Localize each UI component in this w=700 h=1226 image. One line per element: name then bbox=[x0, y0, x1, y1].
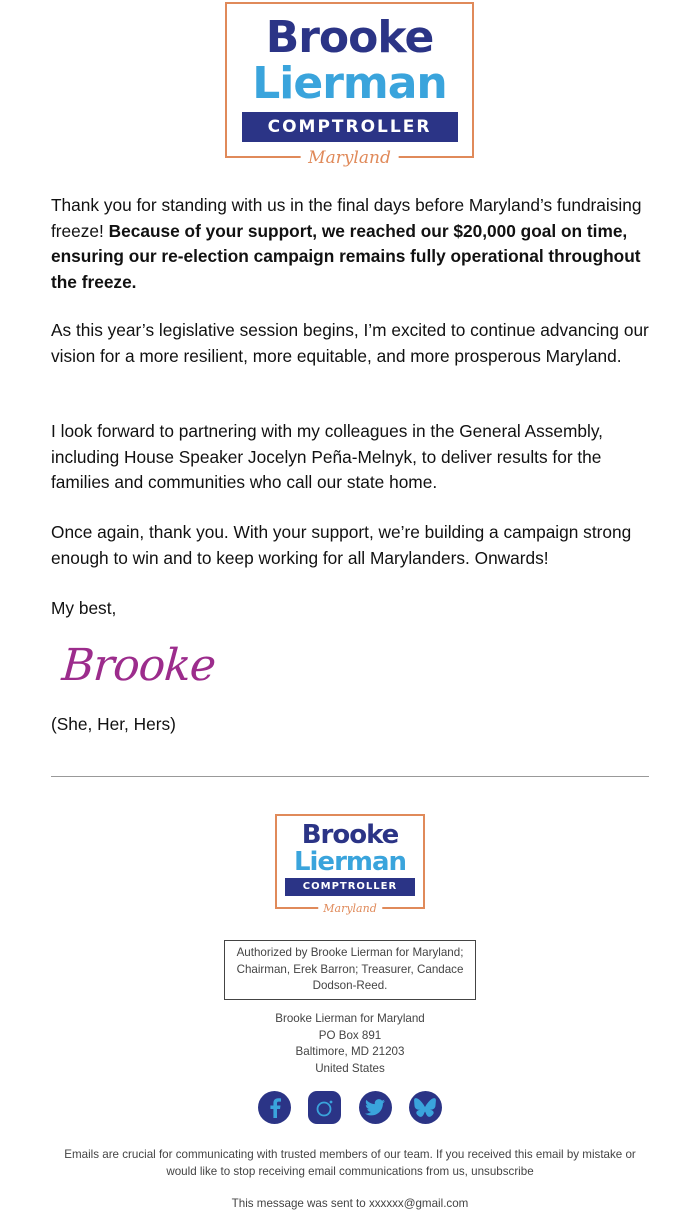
divider bbox=[51, 776, 649, 777]
logo-office-bar: COMPTROLLER bbox=[242, 112, 458, 142]
logo-state: Maryland bbox=[300, 148, 399, 168]
social-links bbox=[258, 1091, 442, 1125]
logo-name-first: Brooke bbox=[301, 820, 399, 850]
logo-office-bar: COMPTROLLER bbox=[285, 878, 415, 896]
instagram-icon bbox=[314, 1097, 336, 1119]
logo-name-first: Brooke bbox=[265, 12, 434, 63]
bluesky-link[interactable] bbox=[409, 1091, 442, 1124]
footer-logo bbox=[275, 814, 425, 915]
address-country: United States bbox=[315, 1061, 385, 1075]
pronouns: (She, Her, Hers) bbox=[51, 714, 176, 734]
logo-state: Maryland bbox=[318, 902, 382, 915]
facebook-link[interactable] bbox=[258, 1091, 291, 1124]
unsubscribe-link[interactable]: unsubscribe bbox=[471, 1164, 534, 1178]
paragraph-onwards: Once again, thank you. With your support, we’re building a campaign strong enough to win and to keep working for all Marylanders. Onwards! bbox=[51, 522, 632, 568]
address-line1: PO Box 891 bbox=[318, 1028, 382, 1042]
bluesky-icon bbox=[414, 1098, 436, 1118]
footer-note-text: Emails are crucial for communicating with trusted members of our team. If you received this email by mistake or would like to stop receiving email communications from us, bbox=[64, 1148, 636, 1178]
facebook-icon bbox=[269, 1098, 281, 1118]
paragraph-legislative-session: As this year’s legislative session begins, I’m excited to continue advancing our vision for a more resilient, more equitable, and more prosperous Maryland. bbox=[51, 320, 649, 366]
twitter-icon bbox=[365, 1099, 385, 1116]
authorization-disclaimer: Authorized by Brooke Lierman for Maryland; Chairman, Erek Barron; Treasurer, Candace Dodson-Reed. bbox=[224, 940, 476, 1000]
instagram-link[interactable] bbox=[308, 1091, 341, 1124]
paragraph-thank-you-normal: Thank you for standing with us in the final days before Maryland’s fundraising freeze! bbox=[51, 195, 642, 241]
mailing-address bbox=[200, 1011, 500, 1077]
paragraph-general-assembly: I look forward to partnering with my colleagues in the General Assembly, including House Speaker Jocelyn Peña-Melnyk, to deliver results for the families and communities who call our state home. bbox=[51, 421, 603, 492]
address-org: Brooke Lierman for Maryland bbox=[275, 1012, 425, 1025]
footer-note bbox=[60, 1147, 640, 1180]
paragraph-thank-you-bold: Because of your support, we reached our $20,000 goal on time, ensuring our re-election campaign remains fully operational throughout the freeze. bbox=[51, 220, 641, 292]
sent-to-prefix: This message was sent to bbox=[231, 1197, 369, 1210]
twitter-link[interactable] bbox=[359, 1091, 392, 1124]
signature-image: Brooke bbox=[60, 640, 217, 691]
address-line2: Baltimore, MD 21203 bbox=[295, 1045, 405, 1058]
logo-name-last: Lierman bbox=[293, 847, 407, 877]
sent-to-email: xxxxxx@gmail.com bbox=[368, 1197, 469, 1210]
header-logo bbox=[225, 2, 474, 168]
sent-to-line bbox=[100, 1196, 600, 1213]
logo-name-last: Lierman bbox=[252, 58, 447, 109]
closing-line: My best, bbox=[51, 598, 117, 618]
paragraph-thank-you bbox=[51, 193, 651, 295]
